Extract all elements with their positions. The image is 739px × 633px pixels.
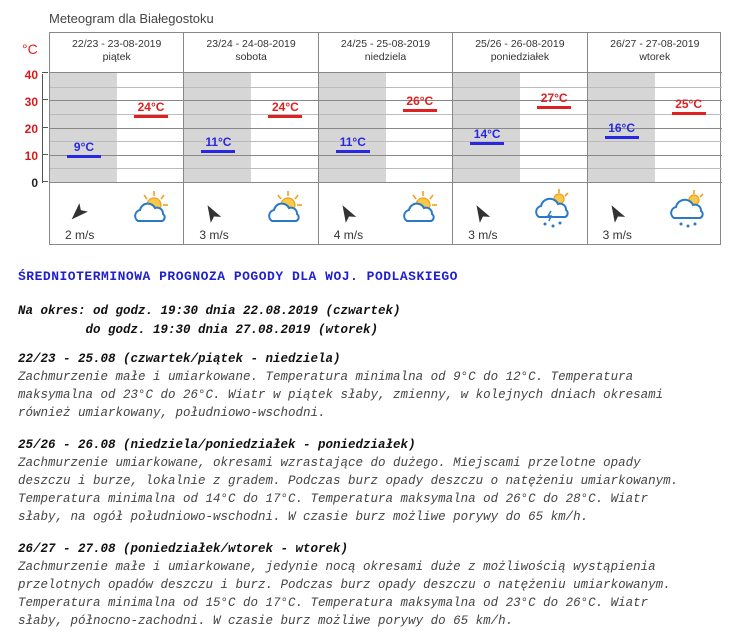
grid-line-minor [588,141,722,142]
y-axis-tickmark [42,154,48,155]
grid-line [319,128,452,129]
forecast-period [18,302,401,340]
section-line: przelotnych opadów deszczu i burz. Podczas burz opady deszczu o natężeniu umiarkowanym. [18,578,671,592]
section-line: deszczu i burze, lokalnie z gradem. Podczas burz opady deszczu o natężeniu umiarkowanym. [18,474,679,488]
day-name: niedziela [364,51,407,63]
meteogram-grid [49,32,721,245]
grid-line-minor [319,114,452,115]
grid-line [184,128,317,129]
grid-line [588,155,722,156]
min-temp-label: 11°C [336,135,370,153]
conditions-row [50,182,183,245]
y-axis-tickmark [42,181,48,182]
day-dates: 22/23 - 23-08-2019 [72,38,162,50]
section-line: słaby, na ogół południowo-wschodni. W czasie burz możliwe porywy do 65 km/h. [18,510,589,524]
day-header [453,33,586,73]
grid-line-minor [588,168,722,169]
wind-arrow-icon [468,199,495,226]
forecast-section [18,436,728,526]
min-temp-label: 9°C [67,140,101,158]
day-name: piątek [102,51,131,63]
max-temp-bar [537,106,571,109]
section-line: Temperatura minimalna od 15°C do 17°C. Temperatura maksymalna od 23°C do 26°C. Wiatr [18,596,649,610]
y-axis-tickmark [42,99,48,100]
wind-speed: 3 m/s [199,228,229,242]
min-temp-label: 11°C [201,135,235,153]
day-column [588,33,722,244]
min-temp-bar [605,136,639,139]
y-axis-tick-10: 10 [24,149,38,163]
y-axis-tickmark [42,72,48,73]
grid-line [319,155,452,156]
grid-line-minor [184,87,317,88]
min-temp-label: 14°C [470,127,504,145]
grid-line-minor [453,114,586,115]
max-temp-bar [134,115,168,118]
max-temp-label: 24°C [268,100,302,118]
forecast-section [18,540,728,630]
storm-rain-cloud-icon [531,187,575,231]
section-line: Temperatura minimalna od 14°C do 17°C. Temperatura maksymalna od 26°C do 28°C. Wiatr [18,492,649,506]
min-temp-bar [470,142,504,145]
day-header [184,33,317,73]
temperature-unit: °C [22,41,38,57]
wind-speed: 3 m/s [602,228,632,242]
conditions-row [319,182,452,245]
day-header [588,33,722,73]
day-dates: 23/24 - 24-08-2019 [206,38,296,50]
sun-behind-cloud-icon [128,187,172,231]
max-temp-label: 24°C [134,100,168,118]
y-axis-tick-20: 20 [24,122,38,136]
wind-arrow-icon [602,199,629,226]
grid-line-minor [50,87,183,88]
grid-line-minor [319,87,452,88]
forecast-section [18,350,728,422]
day-name: sobota [235,51,267,63]
day-dates: 26/27 - 27-08-2019 [610,38,700,50]
period-to: do godz. 19:30 dnia 27.08.2019 (wtorek) [18,323,379,337]
day-header [319,33,452,73]
day-dates: 24/25 - 25-08-2019 [340,38,431,50]
wind-speed: 2 m/s [65,228,95,242]
section-line: Zachmurzenie małe i umiarkowane, jedynie nocą okresami duże z możliwością wystąpienia [18,560,656,574]
day-column [184,33,318,244]
grid-line-minor [453,168,586,169]
day-name: wtorek [639,51,671,63]
sun-behind-cloud-icon [262,187,306,231]
section-line: Zachmurzenie umiarkowane, okresami wzrastające do dużego. Miejscami przelotne opady [18,456,641,470]
max-temp-label: 27°C [537,91,571,109]
conditions-row [453,182,586,245]
day-name: poniedziałek [490,51,550,63]
forecast-title: ŚREDNIOTERMINOWA PROGNOZA POGODY DLA WOJ. PODLASKIEGO [18,269,458,284]
wind-arrow-icon [64,199,92,227]
section-heading: 25/26 - 26.08 (niedziela/poniedziałek - poniedziałek) [18,438,416,452]
y-axis-tickmark [42,127,48,128]
wind-arrow-icon [333,199,360,226]
max-temp-bar [672,112,706,115]
conditions-row [588,182,722,245]
max-temp-label: 26°C [403,94,437,112]
max-temp-bar [268,115,302,118]
min-temp-bar [67,155,101,158]
grid-line-minor [453,87,586,88]
section-heading: 26/27 - 27.08 (poniedziałek/wtorek - wtorek) [18,542,349,556]
section-heading: 22/23 - 25.08 (czwartek/piątek - niedziela) [18,352,341,366]
grid-line [50,128,183,129]
min-temp-bar [201,150,235,153]
day-dates: 25/26 - 26-08-2019 [475,38,565,50]
section-line: słaby, północno-zachodni. W czasie burz możliwe porywy do 65 km/h. [18,614,514,628]
period-from: Na okres: od godz. 19:30 dnia 22.08.2019 (czwartek) [18,304,401,318]
y-axis-tick-0: 0 [31,176,38,190]
y-axis-tick-30: 30 [24,95,38,109]
grid-line-minor [50,168,183,169]
min-temp-label: 16°C [605,121,639,139]
grid-line [453,155,586,156]
conditions-row [184,182,317,245]
grid-line [184,155,317,156]
min-temp-bar [336,150,370,153]
y-axis-tick-40: 40 [24,68,38,82]
wind-speed: 4 m/s [333,228,364,242]
rain-cloud-icon [666,187,710,231]
wind-speed: 3 m/s [468,228,498,242]
meteogram-title: Meteogram dla Białegostoku [49,11,214,26]
day-column [50,33,184,244]
grid-line-minor [184,168,317,169]
section-line: maksymalna od 23°C do 26°C. Wiatr w piątek słaby, zmienny, w kolejnych dniach okresami [18,388,664,402]
y-axis-line [42,74,43,183]
section-line: Zachmurzenie małe i umiarkowane. Temperatura minimalna od 9°C do 12°C. Temperatura [18,370,634,384]
wind-arrow-icon [199,199,226,226]
grid-line-minor [319,168,452,169]
max-temp-label: 25°C [672,97,706,115]
day-column [453,33,587,244]
day-header [50,33,183,73]
grid-line-minor [588,87,722,88]
sun-behind-cloud-icon [397,187,441,231]
section-line: również umiarkowany, południowo-wschodni. [18,406,326,420]
day-column [319,33,453,244]
max-temp-bar [403,109,437,112]
